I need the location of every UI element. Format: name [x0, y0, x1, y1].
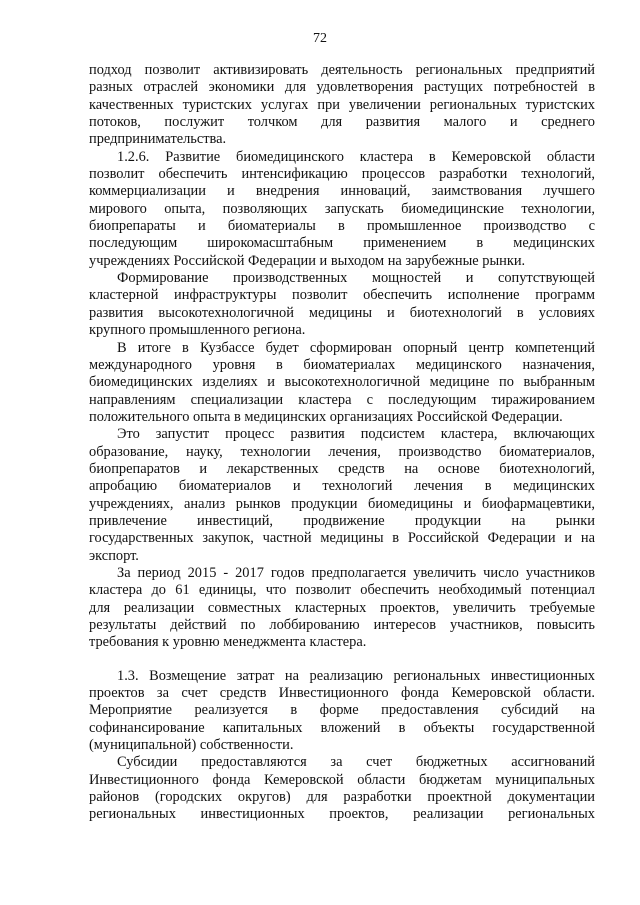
text-line: подход позволит активизировать деятельность региональных предприятий — [89, 62, 595, 78]
text-line: качественных туристских услугах при увеличении региональных туристских — [89, 96, 595, 113]
text-line: мирового опыта, позволяющих запускать биомедицинские технологии, — [89, 200, 595, 217]
paragraph — [89, 270, 595, 339]
paragraph — [89, 754, 595, 823]
text-line: потоков, послужит толчком для развития малого и среднего — [89, 114, 595, 131]
text-line: Субсидии предоставляются за счет бюджетных ассигнований — [117, 754, 595, 771]
text-line: районов (городских округов) для разработки проектной документации — [89, 789, 595, 806]
text-line: апробацию биоматериалов и технологий лечения в медицинских — [89, 478, 595, 495]
text-line: Мероприятие реализуется в форме предоставления субсидий на — [89, 702, 595, 719]
text-line: государственных закупок, частной медицины в Российской Федерации и на — [89, 530, 595, 547]
text-line: Это запустит процесс развития подсистем кластера, включающих — [117, 426, 595, 443]
text-line: (муниципальной) собственности. — [89, 737, 294, 754]
text-line: За период 2015 - 2017 годов предполагается увеличить число участников — [117, 564, 595, 581]
text-line: предпринимательства. — [89, 131, 227, 148]
text-line: 1.3. Возмещение затрат на реализацию региональных инвестиционных — [117, 667, 595, 684]
text-line: биомедицинских изделиях и высокотехнологичной медицине по выбранным — [89, 374, 595, 391]
paragraph — [89, 340, 595, 427]
text-line: В итоге в Кузбассе будет сформирован опорный центр компетенций — [117, 339, 595, 356]
text-line: софинансирование капитальных вложений в объекты государственной — [89, 719, 595, 736]
text-line: результаты действий по лоббированию интересов участников, повысить — [89, 617, 595, 633]
text-line: 1.2.6. Развитие биомедицинского кластера в Кемеровской области — [117, 148, 595, 165]
text-line: направлениям специализации кластера с последующим тиражированием — [89, 391, 595, 408]
text-line: Формирование производственных мощностей и сопутствующей — [117, 270, 595, 287]
text-line: для реализации совместных кластерных проектов, увеличить требуемые — [89, 599, 595, 616]
text-line: крупного промышленного региона. — [89, 322, 306, 339]
text-line: позволит обеспечить интенсификацию процессов разработки технологий, — [89, 166, 595, 183]
text-line: Инвестиционного фонда Кемеровской области бюджетам муниципальных — [89, 771, 595, 788]
text-line: образование, науку, технологии лечения, производство биоматериалов, — [89, 443, 595, 460]
text-line: последующим широкомасштабным применением в медицинских — [89, 235, 595, 252]
text-line: биопрепаратов и лекарственных средств на основе биотехнологий, — [89, 460, 595, 477]
text-line: биопрепараты и биоматериалы в промышленное производство с — [89, 218, 595, 235]
text-line: учреждениях, анализ рынков продукции биомедицины и биофармацевтики, — [89, 495, 595, 512]
paragraph — [89, 62, 595, 149]
text-line: кластерной инфраструктуры позволит обеспечить исполнение программ — [89, 287, 595, 304]
text-line: разных отраслей экономики для удовлетворения растущих потребностей в — [89, 79, 595, 96]
paragraph — [89, 149, 595, 270]
text-line: развития высокотехнологичной медицины и биотехнологий в условиях — [89, 304, 595, 321]
text-line: коммерциализации и внедрения инноваций, заимствования лучшего — [89, 183, 595, 200]
text-line: экспорт. — [89, 547, 139, 564]
text-line: положительного опыта в медицинских организациях Российской Федерации. — [89, 408, 563, 425]
text-line: региональных инвестиционных проектов, реализации региональных — [89, 806, 595, 823]
text-line: привлечение инвестиций, продвижение продукции на рынки — [89, 512, 595, 529]
text-line: международного уровня в биоматериалах медицинского назначения, — [89, 356, 595, 373]
paragraph — [89, 668, 595, 755]
text-line: кластера до 61 единицы, что позволит обеспечить необходимый потенциал — [89, 582, 595, 599]
text-line: требования к уровню менеджмента кластера. — [89, 634, 367, 651]
document-body — [89, 62, 595, 824]
paragraph — [89, 426, 595, 565]
text-line: проектов за счет средств Инвестиционного фонда Кемеровской области. — [89, 685, 595, 702]
page-number: 72 — [313, 31, 327, 46]
paragraph — [89, 565, 595, 652]
text-line: учреждениях Российской Федерации и выходом на зарубежные рынки. — [89, 252, 526, 269]
